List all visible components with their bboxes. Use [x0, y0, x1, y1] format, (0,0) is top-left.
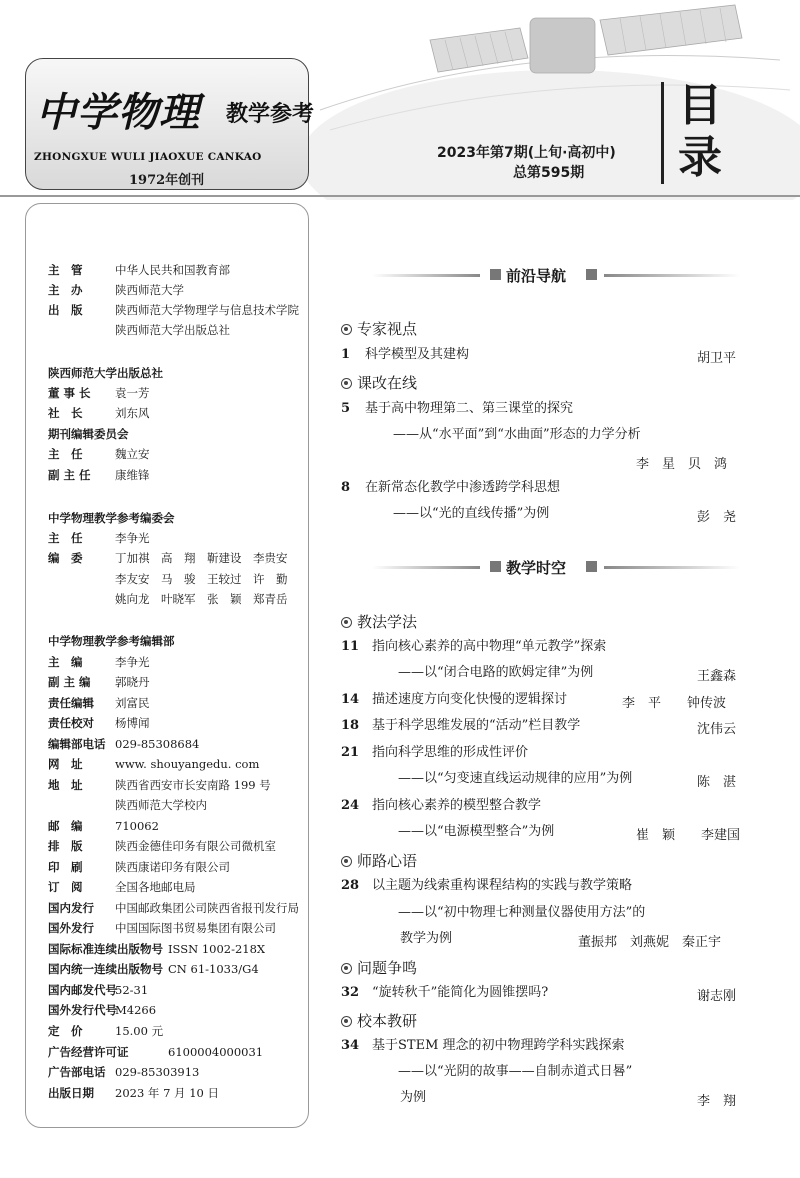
article-author: 沈伟云 — [697, 722, 737, 737]
article-author: 谢志刚 — [697, 989, 737, 1004]
masthead-value: ISSN 1002-218X — [168, 942, 266, 956]
article-title: 基于STEM 理念的初中物理跨学科实践探索 — [372, 1038, 625, 1053]
masthead-label: 副 主 编 — [48, 675, 91, 689]
masthead-value: 中国邮政集团公司陕西省报刊发行局 — [115, 901, 299, 915]
article-subtitle: ——从“水平面”到“水曲面”形态的力学分析 — [393, 427, 641, 442]
article-title: 指向科学思维的形成性评价 — [372, 745, 529, 760]
masthead-value: 中华人民共和国教育部 — [115, 263, 230, 277]
article-author: 李 星 贝 鸿 — [636, 457, 728, 472]
masthead-label: 国内统一连续出版物号 — [48, 962, 163, 976]
masthead-label: 地 址 — [48, 778, 83, 792]
article-title: “旋转秋千”能简化为圆锥摆吗? — [372, 985, 549, 1000]
masthead-label: 定 价 — [48, 1024, 83, 1038]
section-teacher-path: 师路心语 — [341, 850, 417, 871]
masthead-value: 15.00 元 — [115, 1024, 164, 1038]
masthead-label: 责任校对 — [48, 716, 94, 730]
masthead-value: 康维锋 — [115, 468, 150, 482]
masthead-value: 6100004000031 — [168, 1045, 264, 1059]
masthead-label: 出版日期 — [48, 1086, 94, 1100]
masthead-value: 李争光 — [115, 655, 150, 669]
masthead-value: 029-85308684 — [115, 737, 200, 751]
founded-year: 1972年创刊 — [129, 173, 205, 188]
banner-teaching — [372, 557, 740, 577]
toc-title-char-1: 目 — [678, 80, 722, 131]
section-bullet-icon — [341, 617, 352, 628]
article-subtitle: ——以“光的直线传播”为例 — [393, 506, 550, 521]
banner-frontier-label: 前沿导航 — [506, 267, 567, 285]
masthead-label: 国外发行代号 — [48, 1003, 117, 1017]
masthead-value: 陕西康诺印务有限公司 — [115, 860, 230, 874]
section-school-research: 校本教研 — [341, 1010, 417, 1031]
masthead-value: M4266 — [115, 1003, 157, 1017]
article-subtitle: ——以“匀变速直线运动规律的应用”为例 — [398, 771, 633, 786]
masthead-value: 李争光 — [115, 531, 150, 545]
masthead-value: 710062 — [115, 819, 159, 833]
masthead-label: 邮 编 — [48, 819, 83, 833]
section-teaching-methods: 教法学法 — [341, 611, 417, 632]
article-title: 基于高中物理第二、第三课堂的探究 — [365, 401, 574, 416]
masthead-value: 陕西省西安市长安南路 199 号 — [115, 778, 271, 792]
masthead-label: 印 刷 — [48, 860, 83, 874]
article-author: 崔 颖 李建国 — [636, 828, 741, 843]
banner-teaching-label: 教学时空 — [506, 559, 567, 577]
article-subtitle-cont: 教学为例 — [400, 931, 453, 946]
masthead-label: 主 编 — [48, 655, 83, 669]
article-title: 在新常态化教学中渗透跨学科思想 — [365, 480, 561, 495]
masthead-label: 责任编辑 — [48, 696, 94, 710]
section-curriculum-reform: 课改在线 — [341, 372, 417, 393]
journal-logo — [25, 58, 315, 190]
masthead-label: 订 阅 — [48, 880, 83, 894]
masthead-label: 主 任 — [48, 531, 83, 545]
masthead-value: 刘东风 — [115, 406, 150, 420]
masthead-value: 2023 年 7 月 10 日 — [115, 1086, 219, 1100]
masthead-value: 029-85303913 — [115, 1065, 200, 1079]
masthead-label: 国内邮发代号 — [48, 983, 117, 997]
article-author: 陈 湛 — [697, 775, 737, 790]
article-title: 以主题为线索重构课程结构的实践与教学策略 — [372, 878, 633, 893]
masthead-value: 52-31 — [115, 983, 149, 997]
article-subtitle: ——以“光阴的故事——自制赤道式日晷” — [398, 1064, 633, 1079]
masthead-value: 陕西师范大学校内 — [115, 798, 207, 812]
section-bullet-icon — [341, 856, 352, 867]
masthead-label: 董 事 长 — [48, 386, 91, 400]
masthead-value: 陕西师范大学 — [115, 283, 184, 297]
section-bullet-icon — [341, 963, 352, 974]
masthead-value: 陕西师范大学物理学与信息技术学院 — [115, 303, 299, 317]
masthead-label: 编辑部电话 — [48, 737, 106, 751]
masthead-label: 陕西师范大学出版总社 — [48, 366, 163, 380]
masthead-value: 中国国际图书贸易集团有限公司 — [115, 921, 276, 935]
logo-title: 中学物理 — [36, 90, 200, 136]
issue-total: 总第595期 — [513, 165, 585, 181]
masthead-label: 中学物理教学参考编辑部 — [48, 634, 175, 648]
logo-subtitle: 教学参考 — [226, 102, 315, 127]
section-bullet-icon — [341, 1016, 352, 1027]
article-author: 王鑫森 — [697, 669, 737, 684]
masthead-label: 排 版 — [48, 839, 83, 853]
title-bar — [661, 82, 664, 184]
masthead-label: 广告部电话 — [48, 1065, 106, 1079]
masthead-label: 出 版 — [48, 303, 83, 317]
masthead-value: 袁一芳 — [115, 386, 150, 400]
masthead-label: 中学物理教学参考编委会 — [48, 511, 175, 525]
article-author: 李 平 钟传波 — [622, 696, 727, 711]
masthead-value: 郭晓丹 — [115, 675, 150, 689]
toc-title-char-2: 录 — [678, 132, 722, 183]
article-author: 胡卫平 — [697, 351, 737, 366]
masthead-value: 刘富民 — [115, 696, 150, 710]
masthead-label: 国际标准连续出版物号 — [48, 942, 163, 956]
article-subtitle: ——以“闭合电路的欧姆定律”为例 — [398, 665, 594, 680]
masthead-value: 全国各地邮电局 — [115, 880, 196, 894]
masthead-value: 李友安 马 骏 王较过 许 勤 — [115, 572, 288, 586]
logo-pinyin: ZHONGXUE WULI JIAOXUE CANKAO — [34, 151, 262, 163]
masthead-value: 魏立安 — [115, 447, 150, 461]
masthead-value: CN 61-1033/G4 — [168, 962, 259, 976]
article-title: 基于科学思维发展的“活动”栏目教学 — [372, 718, 581, 733]
article-title: 描述速度方向变化快慢的逻辑探讨 — [372, 692, 568, 707]
masthead-label: 国内发行 — [48, 901, 94, 915]
masthead-label: 编 委 — [48, 551, 83, 565]
article-author: 彭 尧 — [697, 510, 737, 525]
article-subtitle: ——以“电源模型整合”为例 — [398, 824, 555, 839]
masthead-value: www. shouyangedu. com — [115, 757, 260, 771]
masthead-label: 网 址 — [48, 757, 83, 771]
masthead-label: 主 办 — [48, 283, 83, 297]
section-expert-view: 专家视点 — [341, 318, 417, 339]
section-bullet-icon — [341, 378, 352, 389]
masthead-label: 副 主 任 — [48, 468, 91, 482]
article-title: 指向核心素养的高中物理“单元教学”探索 — [372, 639, 607, 654]
section-debate: 问题争鸣 — [341, 957, 417, 978]
article-author: 董振邦 刘燕妮 秦正宇 — [578, 935, 722, 950]
issue-number: 2023年第7期(上旬·高初中) — [437, 145, 616, 161]
article-title: 指向核心素养的模型整合教学 — [372, 798, 542, 813]
banner-frontier — [372, 265, 740, 285]
section-bullet-icon — [341, 324, 352, 335]
masthead-value: 陕西金德佳印务有限公司微机室 — [115, 839, 276, 853]
article-subtitle-cont: 为例 — [400, 1090, 427, 1105]
masthead-value: 姚向龙 叶晓军 张 颖 郑青岳 — [115, 592, 288, 606]
masthead-label: 主 任 — [48, 447, 83, 461]
masthead-value: 丁加祺 高 翔 靳建设 李贵安 — [115, 551, 288, 565]
article-author: 李 翔 — [697, 1094, 737, 1109]
toc-title — [670, 80, 730, 184]
masthead-label: 社 长 — [48, 406, 83, 420]
masthead-value: 陕西师范大学出版总社 — [115, 323, 230, 337]
header-divider — [0, 195, 800, 197]
masthead-label: 广告经营许可证 — [48, 1045, 129, 1059]
article-title: 科学模型及其建构 — [365, 347, 470, 362]
masthead-label: 主 管 — [48, 263, 83, 277]
article-subtitle: ——以“初中物理七种测量仪器使用方法”的 — [398, 905, 646, 920]
masthead-label: 期刊编辑委员会 — [48, 427, 129, 441]
masthead-value: 杨博闻 — [115, 716, 150, 730]
masthead-label: 国外发行 — [48, 921, 94, 935]
